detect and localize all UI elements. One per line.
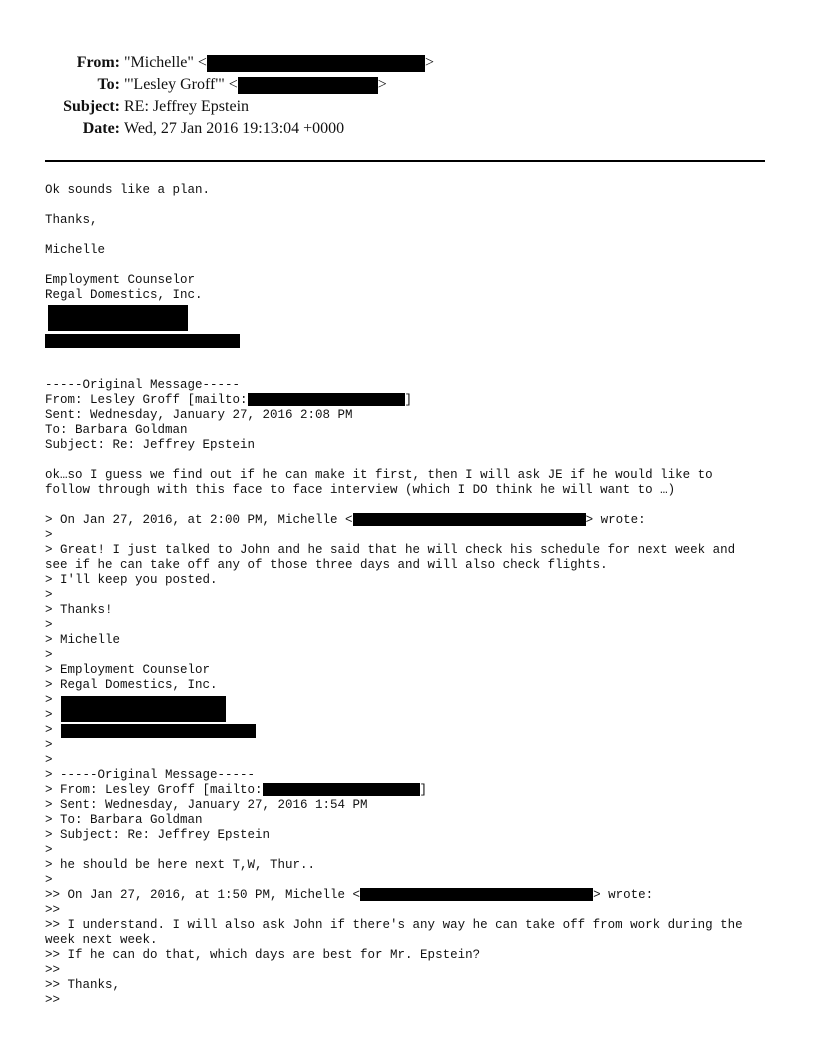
body-line: > Regal Domestics, Inc. bbox=[45, 678, 218, 692]
body-line: > he should be here next T,W, Thur.. bbox=[45, 858, 316, 872]
body-line: > On Jan 27, 2016, at 2:00 PM, Michelle < > wrote: bbox=[45, 513, 646, 527]
body-line: >> On Jan 27, 2016, at 1:50 PM, Michelle < > wrote: bbox=[45, 888, 654, 902]
body-line: > Sent: Wednesday, January 27, 2016 1:54 PM bbox=[45, 798, 368, 812]
header-to-row bbox=[0, 74, 816, 96]
body-line: > Michelle bbox=[45, 633, 121, 647]
body-line: > bbox=[45, 873, 53, 887]
body-line: From: Lesley Groff [mailto: ] bbox=[45, 393, 413, 407]
body-line: Ok sounds like a plan. bbox=[45, 183, 211, 197]
body-line: week next week. bbox=[45, 933, 158, 947]
redaction-box bbox=[48, 305, 188, 331]
header-from-row bbox=[0, 52, 816, 74]
body-line: > From: Lesley Groff [mailto: ] bbox=[45, 783, 428, 797]
body-line: -----Original Message----- bbox=[45, 378, 241, 392]
body-line: >> bbox=[45, 903, 61, 917]
body-line: > bbox=[45, 528, 53, 542]
body-line: >> I understand. I will also ask John if there's any way he can take off from work during the bbox=[45, 918, 743, 932]
header-subject-row bbox=[0, 96, 816, 118]
body-line: Employment Counselor bbox=[45, 273, 196, 287]
body-line: > bbox=[45, 588, 53, 602]
redaction-box bbox=[263, 783, 420, 796]
body-line: > Subject: Re: Jeffrey Epstein bbox=[45, 828, 271, 842]
body-line: Michelle bbox=[45, 243, 106, 257]
body-line: follow through with this face to face interview (which I DO think he will want to …) bbox=[45, 483, 676, 497]
body-line: > Employment Counselor bbox=[45, 663, 211, 677]
body-line: > Thanks! bbox=[45, 603, 113, 617]
redaction-box bbox=[61, 724, 256, 738]
body-line: >> bbox=[45, 993, 61, 1007]
from-value: "Michelle" < > bbox=[124, 54, 434, 71]
subject-label: Subject: bbox=[63, 98, 120, 115]
body-line: > bbox=[45, 618, 53, 632]
body-line: >> bbox=[45, 963, 61, 977]
body-line: Subject: Re: Jeffrey Epstein bbox=[45, 438, 256, 452]
redaction-box bbox=[207, 55, 425, 72]
body-line: >> Thanks, bbox=[45, 978, 121, 992]
date-value: Wed, 27 Jan 2016 19:13:04 +0000 bbox=[124, 120, 345, 137]
date-label: Date: bbox=[82, 120, 120, 137]
body-line: > bbox=[45, 723, 53, 737]
body-line: To: Barbara Goldman bbox=[45, 423, 188, 437]
body-line: > bbox=[45, 843, 53, 857]
body-line: > I'll keep you posted. bbox=[45, 573, 218, 587]
body-line: > bbox=[45, 708, 53, 722]
body-line: > bbox=[45, 753, 53, 767]
body-line: >> If he can do that, which days are best for Mr. Epstein? bbox=[45, 948, 481, 962]
header-divider bbox=[45, 160, 765, 162]
to-label: To: bbox=[97, 76, 120, 93]
body-line: > bbox=[45, 738, 53, 752]
body-line: Thanks, bbox=[45, 213, 98, 227]
redaction-box bbox=[248, 393, 405, 406]
to-value: "'Lesley Groff'" < > bbox=[124, 76, 387, 93]
body-line: > bbox=[45, 648, 53, 662]
body-line: Sent: Wednesday, January 27, 2016 2:08 PM bbox=[45, 408, 353, 422]
body-line: > bbox=[45, 693, 53, 707]
redaction-box bbox=[238, 77, 378, 94]
subject-value: RE: Jeffrey Epstein bbox=[124, 98, 250, 115]
header-date-row bbox=[0, 118, 816, 140]
body-line: ok…so I guess we find out if he can make it first, then I will ask JE if he would like to bbox=[45, 468, 713, 482]
from-label: From: bbox=[76, 54, 120, 71]
body-line: Regal Domestics, Inc. bbox=[45, 288, 203, 302]
redaction-box bbox=[360, 888, 593, 901]
body-line: > -----Original Message----- bbox=[45, 768, 256, 782]
redaction-box bbox=[45, 334, 240, 348]
body-line: > To: Barbara Goldman bbox=[45, 813, 203, 827]
body-line: see if he can take off any of those three days and will also check flights. bbox=[45, 558, 608, 572]
redaction-box bbox=[61, 696, 226, 722]
redaction-box bbox=[353, 513, 586, 526]
body-line: > Great! I just talked to John and he said that he will check his schedule for next week and bbox=[45, 543, 736, 557]
